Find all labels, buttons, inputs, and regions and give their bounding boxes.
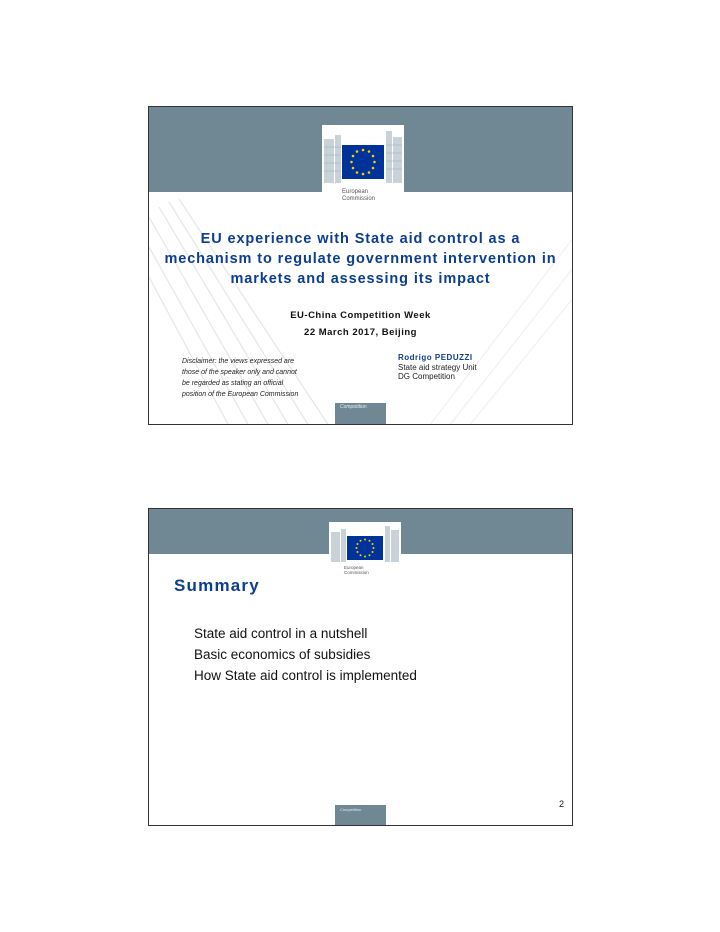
list-item: How State aid control is implemented bbox=[194, 668, 417, 683]
event-date: 22 March 2017, Beijing bbox=[304, 327, 417, 338]
disclaimer: Disclaimer: the views expressed are those of the speaker only and cannot be regarded as stating an official position of the European Commission bbox=[182, 358, 299, 398]
presentation-title: EU experience with State aid control as a mechanism to regulate government intervention in markets and assessing its impact bbox=[164, 231, 557, 287]
list-item: State aid control in a nutshell bbox=[194, 626, 368, 641]
logo-text: European Commission bbox=[344, 565, 369, 575]
summary-list bbox=[194, 623, 417, 686]
list-item: Basic economics of subsidies bbox=[194, 647, 371, 662]
speaker-unit: State aid strategy Unit bbox=[398, 362, 477, 372]
slide-heading: Summary bbox=[174, 576, 260, 595]
logo-text: European Commission bbox=[342, 189, 376, 202]
footer-competition-tab: Competition bbox=[335, 805, 386, 826]
slide-2 bbox=[148, 508, 573, 826]
speaker-dg: DG Competition bbox=[398, 372, 455, 381]
european-commission-logo bbox=[322, 125, 404, 213]
event-name: EU-China Competition Week bbox=[290, 310, 431, 321]
page-number: 2 bbox=[558, 799, 564, 809]
european-commission-logo bbox=[329, 522, 401, 580]
footer-competition-tab: Competition bbox=[335, 403, 386, 425]
speaker-name: Rodrigo PEDUZZI bbox=[398, 353, 473, 362]
slide-1 bbox=[148, 106, 573, 425]
speaker-info bbox=[398, 353, 477, 382]
berlaymont-flag-icon bbox=[329, 522, 401, 564]
berlaymont-flag-icon bbox=[322, 125, 404, 187]
